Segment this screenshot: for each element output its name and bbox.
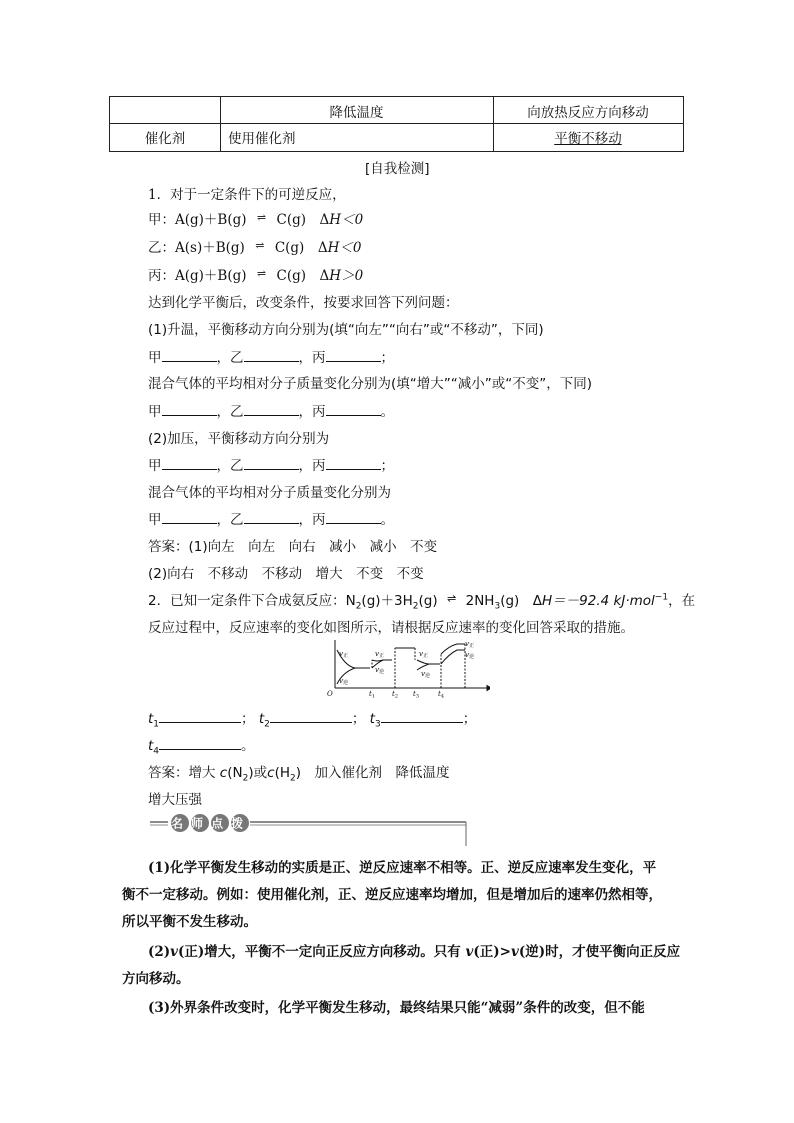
q1-answer-1: 答案：(1)向左 向左 向右 减小 减小 不变 [148,539,438,555]
rate-time-chart [325,638,490,700]
reaction-text: C(g) Δ [276,268,330,284]
label: ； [241,711,255,727]
answer-text: ) 加入催化剂 降低温度 [295,765,450,781]
label: ，丙 [298,458,326,474]
stem-text: ，在 [668,593,696,609]
q2-answer-1 [148,761,450,784]
table-cell: 使用催化剂 [228,131,296,147]
subscript: 2 [264,719,270,730]
tick-label-t4: $t_4$ [438,690,445,700]
subscript: 2 [412,601,419,612]
table-divider [110,123,683,124]
legend-label-v-reverse: v逆 [421,670,430,679]
label: ，乙 [216,458,244,474]
blank-row [148,508,394,528]
label: ，乙 [216,512,244,528]
reaction-yi [148,236,361,256]
x-axis-arrow-icon [487,686,490,691]
reaction-text: C(g) Δ [276,212,330,228]
tip2-line1 [148,940,680,960]
blank-row [148,454,394,474]
t-blank-row [148,734,255,757]
q1-prompt: 达到化学平衡后，改变条件，按要求回答下列问题： [148,295,459,311]
answer-blank[interactable] [244,403,299,416]
answer-text: c [267,765,275,781]
answer-text: c [219,765,228,781]
origin-label: O [327,690,333,698]
banner-label: 名师点拨 [171,816,252,831]
label: 。 [241,738,255,754]
q1-sub2: (2)加压，平衡移动方向分别为 [148,431,330,447]
answer-blank[interactable] [244,457,299,470]
conditions-table [109,96,684,152]
q1-sub1-mass: 混合气体的平均相对分子质量变化分别为(填“增大”“减小”或“不变”，下同) [148,376,592,392]
tips-banner [150,812,468,848]
label: ，丙 [298,404,326,420]
subscript: 3 [374,719,381,730]
q2-stem [148,589,695,612]
t-blank-row [148,707,476,730]
legend-label-v-forward: v正 [375,650,384,659]
label: 甲 [148,458,162,474]
answer-blank[interactable] [162,403,217,416]
label: ，丙 [298,350,326,366]
tip-text: (正)增大，平衡不一定向正反应方向移动。只有 [178,944,466,960]
tick-label-t1: $t_1$ [369,690,376,700]
table-cell: 向放热反应方向移动 [527,105,649,121]
q1-stem: 1．对于一定条件下的可逆反应， [148,187,346,203]
subscript: 2 [289,773,296,784]
legend-label-v-forward: v正 [419,650,428,659]
label: 甲 [148,350,162,366]
label: ； [351,711,366,727]
equilibrium-arrow-icon: ⇌ [255,239,265,252]
delta-h: H＜0 [327,240,362,256]
subscript: 4 [153,746,160,757]
answer-blank[interactable] [270,710,352,723]
reaction-text: 丙：A(g)＋B(g) [148,268,247,284]
q1-answer-2: (2)向右 不移动 不移动 增大 不变 不变 [148,566,424,582]
answer-text: 答案：增大 [148,765,220,781]
label: 。 [380,512,394,528]
label: ，乙 [216,404,244,420]
subscript: 2 [242,773,249,784]
answer-blank[interactable] [326,403,381,416]
label: ； [380,350,394,366]
subscript: 3 [494,601,501,612]
reaction-text: 甲：A(g)＋B(g) [148,212,247,228]
legend-label-v-reverse: v逆 [375,666,384,675]
tip2-line2: 方向移动。 [122,971,190,987]
chart-lines [337,644,465,688]
answer-blank[interactable] [244,349,299,362]
equilibrium-arrow-icon: ⇌ [256,211,267,224]
tip1-line3: 所以平衡不发生移动。 [122,914,257,930]
label: ； [380,458,394,474]
label: ，丙 [298,512,326,528]
answer-blank[interactable] [162,511,217,524]
legend-label-v-reverse: v逆 [339,677,348,686]
label: ，乙 [216,350,244,366]
tip1-line2: 衡不一定移动。例如：使用催化剂，正、逆反应速率均增加，但是增加后的速率仍然相等， [122,887,662,903]
legend-label-v-forward: v正 [339,650,348,659]
series-v-forward-seg3 [417,660,440,664]
answer-blank[interactable] [159,737,241,750]
tip3-line1: (3)外界条件改变时，化学平衡发生移动，最终结果只能“减弱”条件的改变，但不能 [148,1000,645,1016]
tip-text: (逆)时，才使平衡向正反应 [518,944,681,960]
answer-blank[interactable] [159,710,241,723]
q1-sub1: (1)升温，平衡移动方向分别为(填“向左”“向右”或“不移动”，下同) [148,322,544,338]
stem-text: 2NH [465,593,495,609]
tip-text: v [510,944,519,960]
label: 甲 [148,512,162,528]
label: 甲 [148,404,162,420]
legend-label-v-reverse: v逆 [465,651,474,660]
subscript: 1 [153,719,160,730]
stem-text: (g) [418,593,438,609]
table-cell: 平衡不移动 [554,131,622,147]
answer-text: (N [227,765,243,781]
tip-text: v [465,944,474,960]
answer-blank[interactable] [162,457,217,470]
q2-answer-2: 增大压强 [148,792,202,808]
reaction-jia [148,208,363,228]
series-v-reverse-seg4 [441,650,465,664]
q1-sub2-mass: 混合气体的平均相对分子质量变化分别为 [148,485,391,501]
delta-h: H＞0 [329,268,364,284]
tip-text: (2) [148,944,171,960]
answer-blank[interactable] [381,710,463,723]
legend-label-v-forward: v正 [465,640,474,649]
answer-blank[interactable] [244,511,299,524]
answer-blank[interactable] [162,349,217,362]
t-label: t [148,738,154,754]
stem-text: (g)＋3H [361,593,413,609]
answer-text: (H [274,765,290,781]
label: ； [462,711,477,727]
subscript: 2 [355,601,362,612]
label: 。 [380,404,394,420]
tick-label-t3: $t_3$ [413,690,420,700]
reaction-text: C(g) Δ [274,240,328,256]
blank-row [148,346,394,366]
t-label: t [369,711,375,727]
equilibrium-arrow-icon: ⇌ [447,592,457,605]
reaction-bing [148,264,363,284]
table-cell: 催化剂 [144,131,186,147]
blank-row [148,400,394,420]
reaction-text: 乙：A(s)＋B(g) [148,240,245,256]
answer-blank[interactable] [326,511,381,524]
stem-text: (g) Δ [500,593,543,609]
section-title: [自我检测] [365,161,430,177]
answer-text: )或 [248,765,268,781]
tick-label-t2: $t_2$ [392,690,399,700]
tip1-line1: (1)化学平衡发生移动的实质是正、逆反应速率不相等。正、逆反应速率发生变化，平 [148,860,657,876]
t-label: t [148,711,154,727]
stem-text: H＝－92.4 kJ·mol [542,593,655,609]
answer-blank[interactable] [326,457,381,470]
q2-stem-line2: 反应过程中，反应速率的变化如图所示，请根据反应速率的变化回答采取的措施。 [148,620,634,636]
answer-blank[interactable] [326,349,381,362]
superscript: −1 [654,592,669,603]
tip-text: v [170,944,179,960]
t-label: t [258,711,265,727]
equilibrium-arrow-icon: ⇌ [256,267,267,280]
delta-h: H＜0 [329,212,364,228]
stem-text: 2．已知一定条件下合成氨反应：N [148,593,356,609]
tip-text: (正)> [473,944,511,960]
table-cell: 降低温度 [329,105,384,121]
